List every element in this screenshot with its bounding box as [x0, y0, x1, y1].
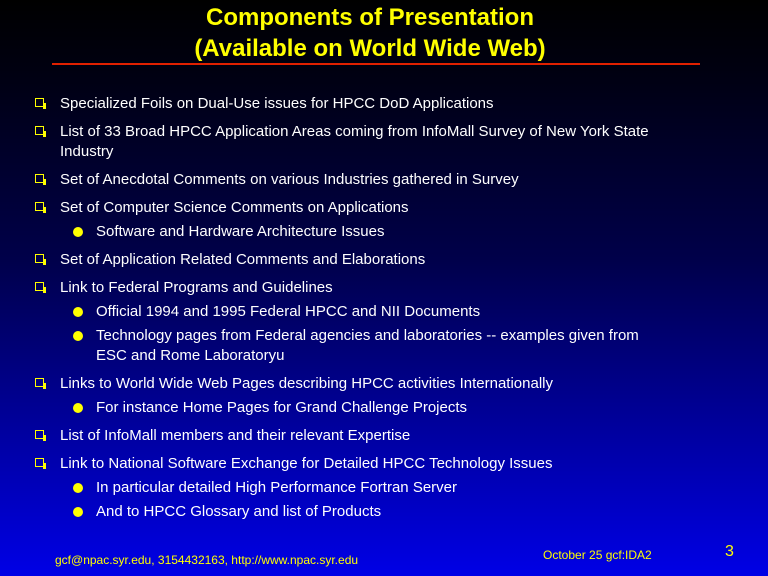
- sub-bullet-text: Technology pages from Federal agencies and laboratories -- examples given from ESC and Rome Laboratoryu: [96, 327, 639, 364]
- sub-bullet-text: Software and Hardware Architecture Issues: [96, 223, 385, 240]
- slide-title-line1: Components of Presentation: [205, 4, 535, 31]
- bullet-text: List of 33 Broad HPCC Application Areas coming from InfoMall Survey of New York State Industry: [60, 123, 649, 160]
- sub-bullet-text: And to HPCC Glossary and list of Products: [96, 503, 382, 520]
- round-bullet-icon: [73, 331, 83, 341]
- sub-bullet-item: [0, 326, 666, 366]
- round-bullet-icon: [73, 483, 83, 493]
- bullet-item: [0, 374, 660, 394]
- round-bullet-icon: [73, 507, 83, 517]
- title-divider: [52, 63, 700, 65]
- bullet-text: Set of Application Related Comments and Elaborations: [60, 251, 426, 268]
- square-bullet-icon: [35, 458, 44, 467]
- square-bullet-icon: [35, 254, 44, 263]
- sub-bullet-text: Official 1994 and 1995 Federal HPCC and NII Documents: [96, 303, 481, 320]
- footer-date-id: October 25 gcf:IDA2: [543, 548, 652, 562]
- square-bullet-icon: [35, 98, 44, 107]
- square-bullet-icon: [35, 430, 44, 439]
- bullet-text: Link to National Software Exchange for Detailed HPCC Technology Issues: [60, 455, 553, 472]
- bullet-item: [0, 122, 660, 162]
- bullet-text: Specialized Foils on Dual-Use issues for HPCC DoD Applications: [60, 95, 494, 112]
- bullet-item: [0, 426, 660, 446]
- square-bullet-icon: [35, 174, 44, 183]
- round-bullet-icon: [73, 307, 83, 317]
- bullet-text: Set of Anecdotal Comments on various Industries gathered in Survey: [60, 171, 519, 188]
- sub-bullet-item: [0, 222, 666, 242]
- bullet-text: Link to Federal Programs and Guidelines: [60, 279, 333, 296]
- bullet-item: [0, 94, 660, 114]
- bullet-text: Links to World Wide Web Pages describing HPCC activities Internationally: [60, 375, 553, 392]
- bullet-item: [0, 198, 660, 218]
- square-bullet-icon: [35, 282, 44, 291]
- sub-bullet-item: [0, 398, 666, 418]
- square-bullet-icon: [35, 126, 44, 135]
- bullet-list: [0, 94, 768, 522]
- sub-bullet-item: [0, 302, 666, 322]
- bullet-text: List of InfoMall members and their relevant Expertise: [60, 427, 411, 444]
- slide-title: [0, 2, 740, 64]
- slide-title-line2: (Available on World Wide Web): [194, 35, 546, 62]
- round-bullet-icon: [73, 227, 83, 237]
- round-bullet-icon: [73, 403, 83, 413]
- bullet-item: [0, 250, 660, 270]
- sub-bullet-text: For instance Home Pages for Grand Challenge Projects: [96, 399, 468, 416]
- bullet-text: Set of Computer Science Comments on Applications: [60, 199, 409, 216]
- bullet-item: [0, 454, 660, 474]
- bullet-item: [0, 170, 660, 190]
- square-bullet-icon: [35, 378, 44, 387]
- sub-bullet-text: In particular detailed High Performance Fortran Server: [96, 479, 457, 496]
- page-number: 3: [725, 543, 734, 560]
- sub-bullet-item: [0, 502, 666, 522]
- footer-contact: gcf@npac.syr.edu, 3154432163, http://www.npac.syr.edu: [55, 553, 359, 567]
- bullet-item: [0, 278, 660, 298]
- sub-bullet-item: [0, 478, 666, 498]
- square-bullet-icon: [35, 202, 44, 211]
